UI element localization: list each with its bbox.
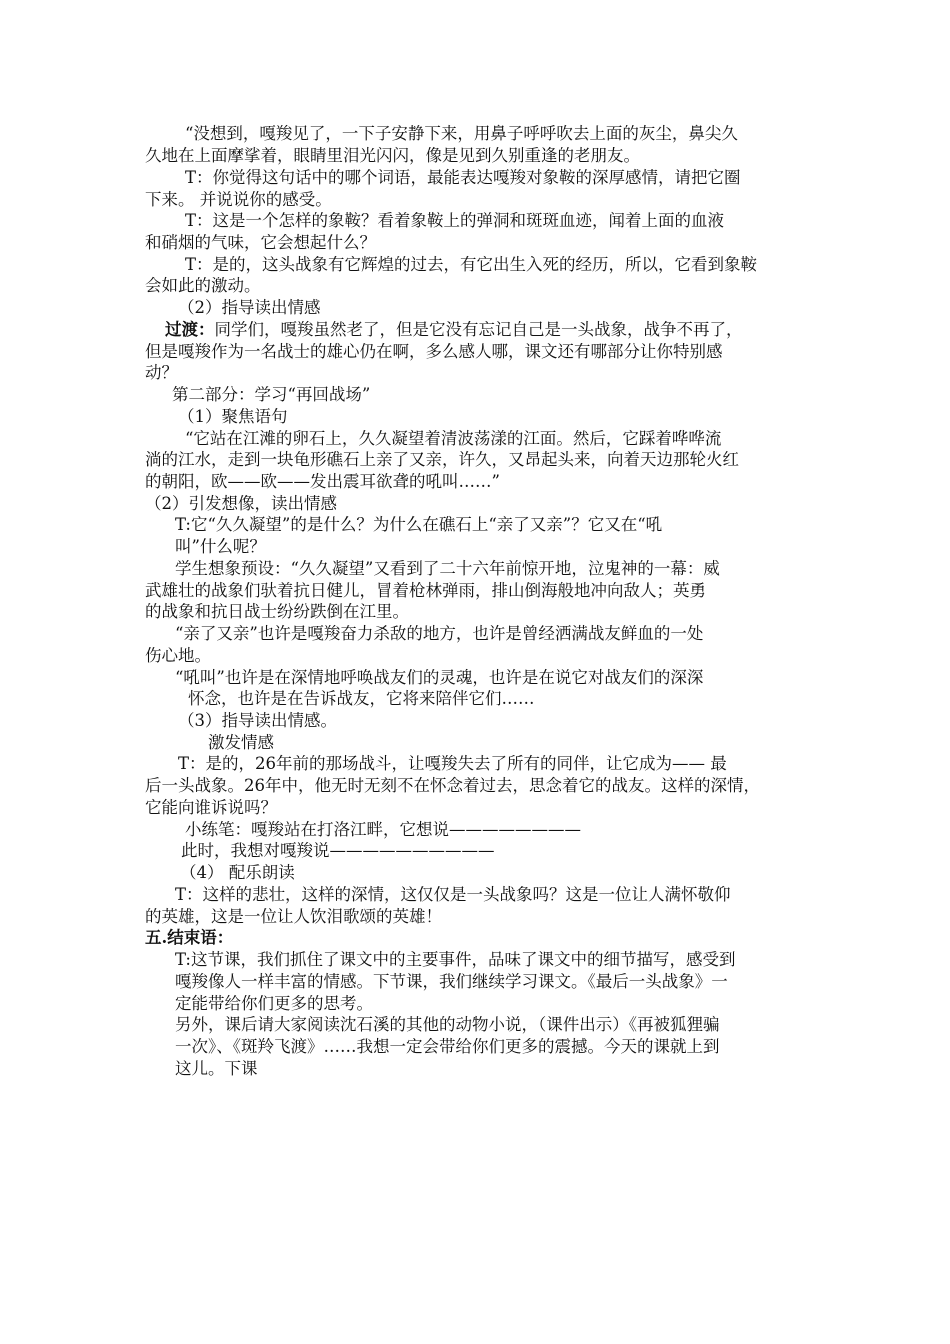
text-line: 怀念，也许是在告诉战友，它将来陪伴它们…… (188, 689, 535, 708)
text-line: 和硝烟的气味，它会想起什么？ (145, 233, 376, 252)
text-line: （3）指导读出情感。 (178, 711, 337, 730)
text-line: （4） 配乐朗读 (180, 863, 295, 882)
text-line: 后一头战象。26年中，他无时无刻不在怀念着过去，思念着它的战友。这样的深情， (145, 776, 760, 795)
text-line: 嘎羧像人一样丰富的情感。下节课，我们继续学习课文。《最后一头战象》一 (175, 972, 728, 991)
text-line (165, 319, 743, 341)
section-heading: 第二部分：学习“再回战场” (172, 385, 371, 404)
text-line: 的朝阳，欧——欧——发出震耳欲聋的吼叫……” (145, 472, 500, 491)
text-line: “没想到，嘎羧见了，一下子安静下来，用鼻子呼呼吹去上面的灰尘，鼻尖久 (185, 124, 738, 143)
transition-label: 过渡： (165, 320, 215, 339)
text-line: 伤心地。 (145, 646, 211, 665)
transition-text: 同学们，嘎羧虽然老了，但是它没有忘记自己是一头战象，战争不再了， (214, 320, 743, 339)
text-line: 学生想象预设：“久久凝望”又看到了二十六年前惊开地，泣鬼神的一幕：威 (175, 559, 720, 578)
text-line: T:它“久久凝望”的是什么？为什么在礁石上“亲了又亲”？它又在“吼 (175, 515, 663, 534)
text-line: 这儿。下课 (175, 1059, 258, 1078)
text-line: T：是的，26年前的那场战斗，让嘎羧失去了所有的同伴，让它成为—— 最 (178, 754, 727, 773)
text-line: （1）聚焦语句 (178, 407, 288, 426)
text-line: “亲了又亲”也许是嘎羧奋力杀敌的地方，也许是曾经洒满战友鲜血的一处 (175, 624, 704, 643)
text-line: 激发情感 (208, 733, 274, 752)
text-line: 武雄壮的战象们驮着抗日健儿，冒着枪林弹雨，排山倒海般地冲向敌人；英勇 (145, 581, 706, 600)
text-line: 叫”什么呢？ (175, 537, 266, 556)
text-line: 动？ (145, 363, 178, 382)
text-line: 淌的江水，走到一块龟形礁石上亲了又亲，许久，又昂起头来，向着天边那轮火红 (145, 450, 739, 469)
text-line: 定能带给你们更多的思考。 (175, 994, 373, 1013)
text-line: 下来。 并说说你的感受。 (145, 190, 332, 209)
section-heading: 五.结束语： (145, 928, 234, 947)
text-line: 会如此的激动。 (145, 276, 261, 295)
text-line: （2）指导读出情感 (178, 298, 321, 317)
text-line: T:这节课，我们抓住了课文中的主要事件，品味了课文中的细节描写，感受到 (175, 950, 736, 969)
text-line: T：是的，这头战象有它辉煌的过去，有它出生入死的经历，所以，它看到象鞍 (185, 255, 758, 274)
text-line: “它站在江滩的卵石上，久久凝望着清波荡漾的江面。然后，它踩着哗哗流 (185, 429, 722, 448)
text-line: 的战象和抗日战士纷纷跌倒在江里。 (145, 602, 409, 621)
text-line: （2）引发想像，读出情感 (145, 494, 337, 513)
text-line: T：你觉得这句话中的哪个词语，最能表达嘎羧对象鞍的深厚感情，请把它圈 (185, 168, 741, 187)
text-line: 但是嘎羧作为一名战士的雄心仍在啊，多么感人哪，课文还有哪部分让你特别感 (145, 342, 723, 361)
text-line: T：这是一个怎样的象鞍？看着象鞍上的弹洞和斑斑血迹，闻着上面的血液 (185, 211, 725, 230)
text-line: 久地在上面摩挲着，眼睛里泪光闪闪，像是见到久别重逢的老朋友。 (145, 146, 640, 165)
text-line: 另外，课后请大家阅读沈石溪的其他的动物小说，（课件出示）《再被狐狸骗 (175, 1015, 720, 1034)
text-line: 一次》、《斑羚飞渡》……我想一定会带给你们更多的震撼。今天的课就上到 (175, 1037, 720, 1056)
text-line: 此时，我想对嘎羧说—————————— (181, 841, 495, 860)
text-line: 小练笔：嘎羧站在打洛江畔，它想说———————— (185, 820, 581, 839)
text-line: “吼叫”也许是在深情地呼唤战友们的灵魂，也许是在说它对战友们的深深 (175, 668, 704, 687)
text-line: 的英雄，这是一位让人饮泪歌颂的英雄！ (145, 907, 442, 926)
text-line: T：这样的悲壮，这样的深情，这仅仅是一头战象吗？这是一位让人满怀敬仰 (175, 885, 731, 904)
text-line: 它能向谁诉说吗？ (145, 798, 277, 817)
